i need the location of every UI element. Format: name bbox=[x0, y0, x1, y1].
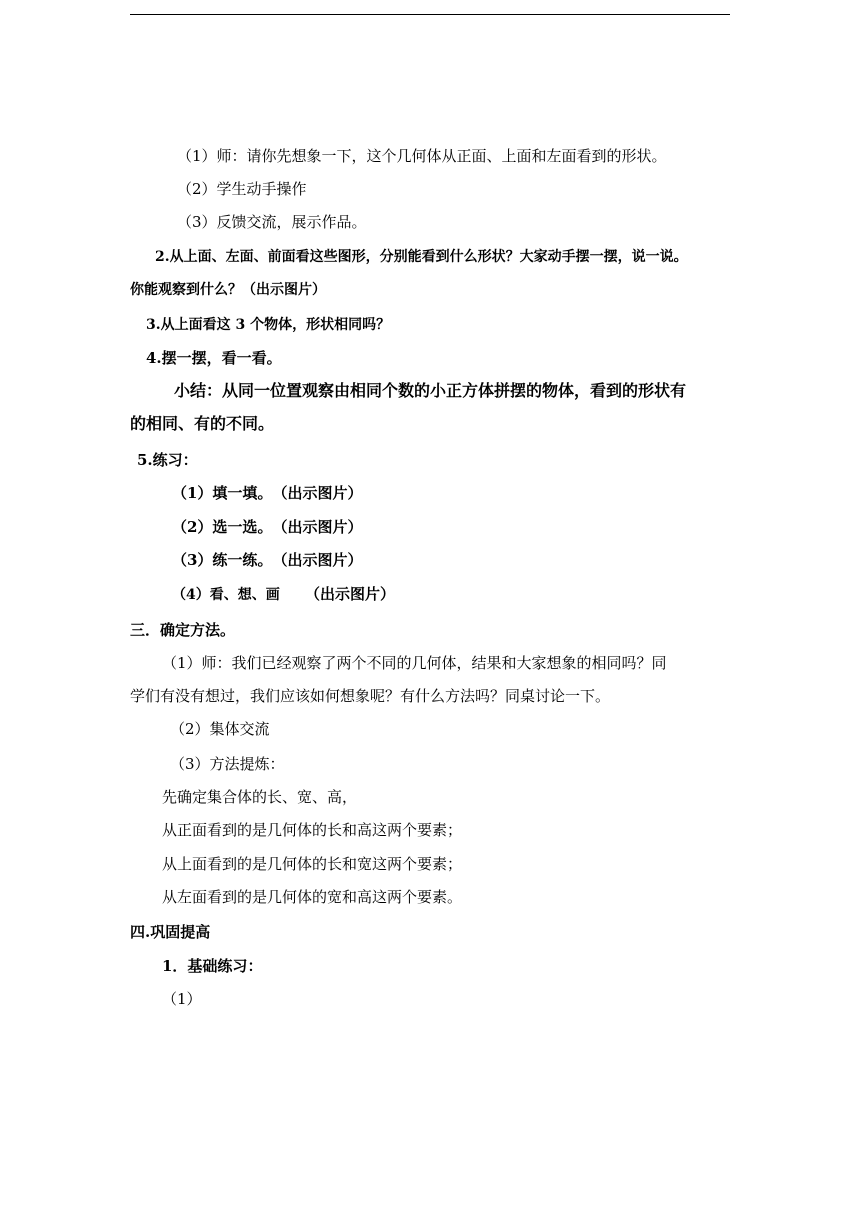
rule-top: 从上面看到的是几何体的长和宽这两个要素； bbox=[162, 855, 463, 873]
rule-left: 从左面看到的是几何体的宽和高这两个要素。 bbox=[162, 888, 463, 906]
section-4-heading: 四.巩固提高 bbox=[130, 923, 211, 941]
question-3: 3.从上面看这 3 个物体，形状相同吗？ bbox=[146, 317, 391, 333]
method-1-line2: 学们有没有想过，我们应该如何想象呢？有什么方法吗？同桌讨论一下。 bbox=[130, 687, 611, 705]
exercise-4: （4）看、想、画 bbox=[172, 587, 280, 603]
basic-practice-heading: 1．基础练习： bbox=[162, 957, 263, 975]
method-2: （2）集体交流 bbox=[170, 720, 270, 738]
question-2-line1: 2.从上面、左面、前面看这些图形，分别能看到什么形状？大家动手摆一摆，说一说。 bbox=[155, 249, 688, 265]
summary-line2: 的相同、有的不同。 bbox=[130, 414, 275, 433]
summary-line1: 小结：从同一位置观察由相同个数的小正方体拼摆的物体，看到的形状有 bbox=[174, 381, 687, 400]
method-3: （3）方法提炼： bbox=[170, 755, 285, 773]
step-hands-on: （2）学生动手操作 bbox=[177, 180, 307, 198]
basic-practice-item-1: （1） bbox=[162, 990, 202, 1008]
question-2-line2: 你能观察到什么？（出示图片） bbox=[130, 282, 326, 298]
method-1-line1: （1）师：我们已经观察了两个不同的几何体，结果和大家想象的相同吗？同 bbox=[162, 654, 667, 672]
exercise-1: （1）填一填。 （出示图片） bbox=[172, 484, 363, 502]
exercise-2: （2）选一选。 （出示图片） bbox=[172, 518, 363, 536]
exercise-3: （3）练一练。 （出示图片） bbox=[172, 551, 363, 569]
rule-front: 从正面看到的是几何体的长和高这两个要素； bbox=[162, 821, 463, 839]
step-imagine: （1）师：请你先想象一下，这个几何体从正面、上面和左面看到的形状。 bbox=[177, 147, 667, 165]
question-4: 4.摆一摆，看一看。 bbox=[146, 349, 282, 367]
question-5: 5.练习： bbox=[137, 451, 198, 469]
step-feedback: （3）反馈交流，展示作品。 bbox=[177, 213, 367, 231]
section-3-heading: 三．确定方法。 bbox=[130, 621, 236, 639]
exercise-4-note: （出示图片） bbox=[305, 585, 396, 603]
header-rule bbox=[130, 14, 730, 15]
rule-dimensions: 先确定集合体的长、宽、高， bbox=[162, 788, 358, 806]
